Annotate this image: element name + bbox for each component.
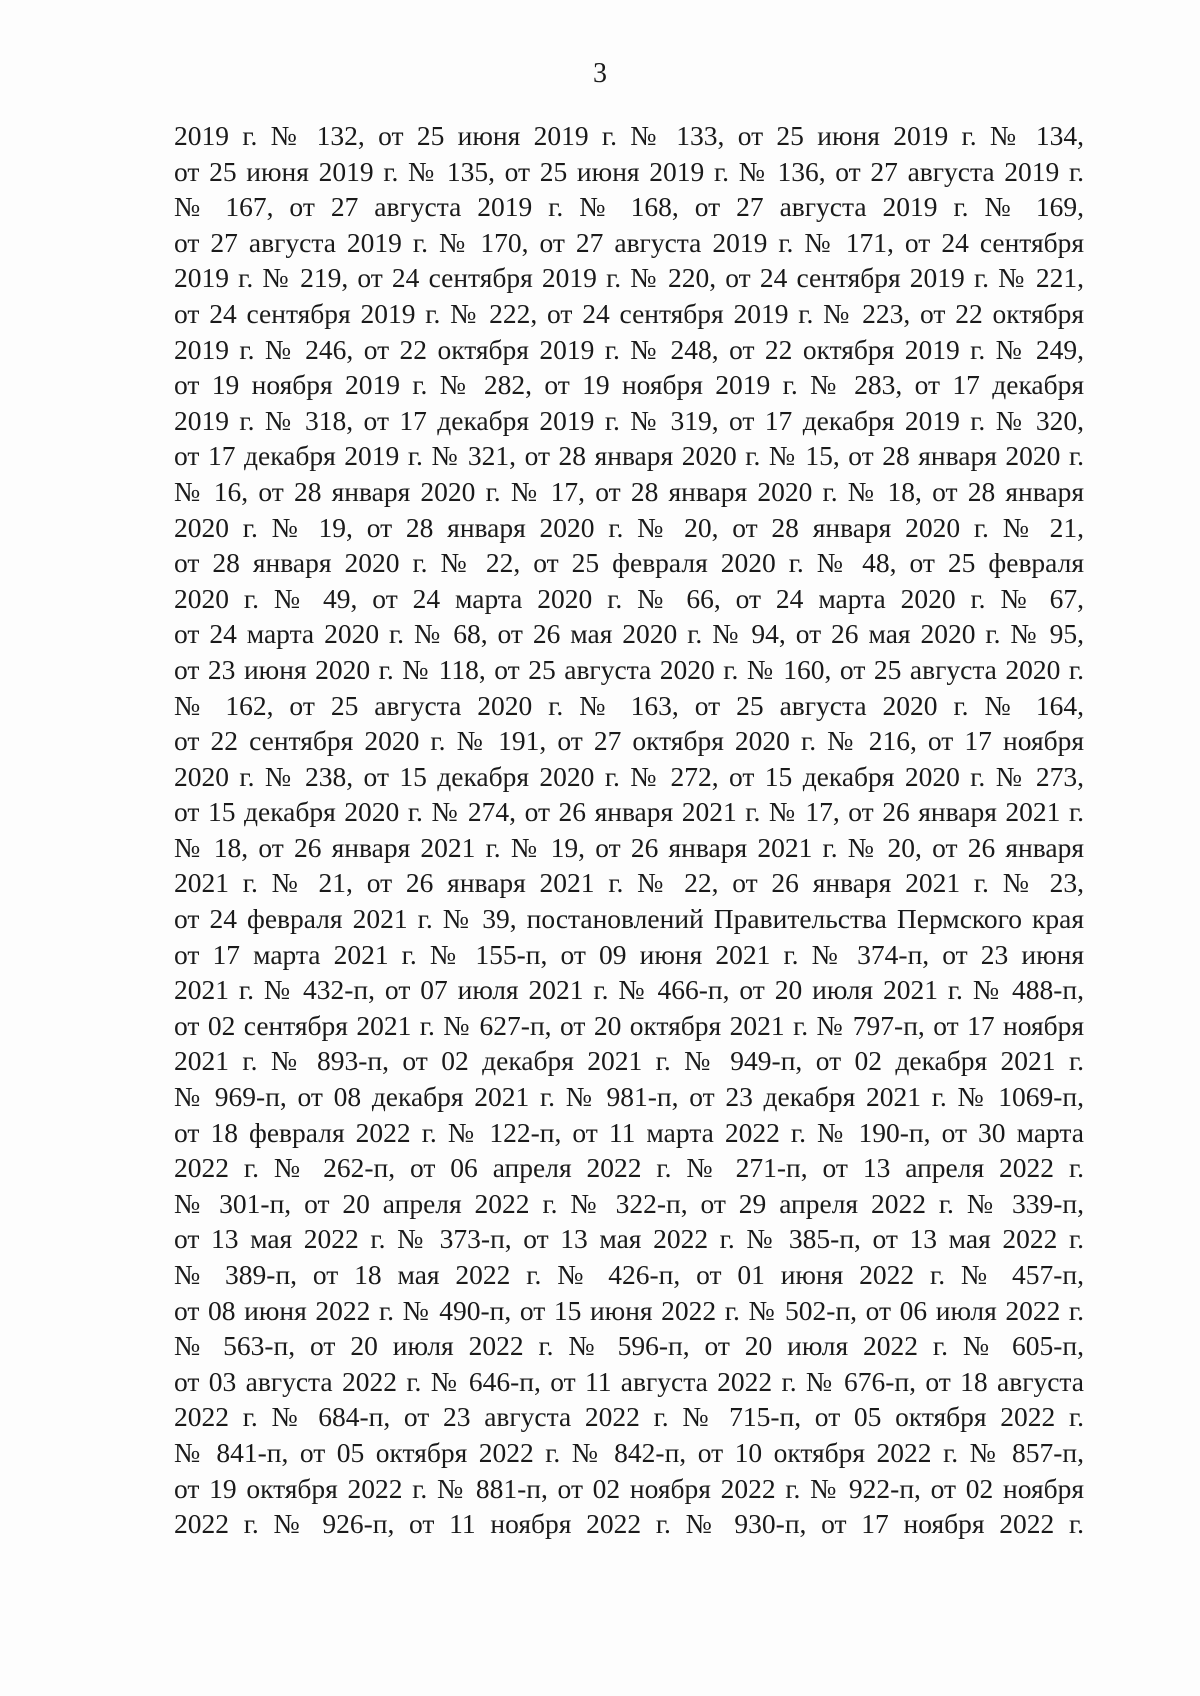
text-line: № 162, от 25 августа 2020 г. № 163, от 25 августа 2020 г. № 164,	[174, 689, 1084, 721]
text-line: 2022 г. № 926-п, от 11 ноября 2022 г. № 930-п, от 17 ноября 2022 г.	[174, 1508, 1084, 1540]
text-line: 2022 г. № 262-п, от 06 апреля 2022 г. № 271-п, от 13 апреля 2022 г.	[174, 1152, 1084, 1184]
text-line: от 22 сентября 2020 г. № 191, от 27 октября 2020 г. № 216, от 17 ноября	[174, 725, 1084, 757]
text-line: 2021 г. № 432-п, от 07 июля 2021 г. № 466-п, от 20 июля 2021 г. № 488-п,	[174, 974, 1084, 1006]
text-line: № 563-п, от 20 июля 2022 г. № 596-п, от 20 июля 2022 г. № 605-п,	[174, 1330, 1084, 1362]
text-line: от 27 августа 2019 г. № 170, от 27 августа 2019 г. № 171, от 24 сентября	[174, 226, 1084, 258]
text-line: от 24 сентября 2019 г. № 222, от 24 сентября 2019 г. № 223, от 22 октября	[174, 297, 1084, 329]
text-line: от 28 января 2020 г. № 22, от 25 февраля 2020 г. № 48, от 25 февраля	[174, 547, 1084, 579]
text-line: от 03 августа 2022 г. № 646-п, от 11 августа 2022 г. № 676-п, от 18 августа	[174, 1365, 1084, 1397]
text-line: от 19 октября 2022 г. № 881-п, от 02 ноября 2022 г. № 922-п, от 02 ноября	[174, 1472, 1084, 1504]
text-line: от 08 июня 2022 г. № 490-п, от 15 июня 2022 г. № 502-п, от 06 июля 2022 г.	[174, 1294, 1084, 1326]
document-body	[174, 118, 1084, 1542]
text-line: 2019 г. № 219, от 24 сентября 2019 г. № 220, от 24 сентября 2019 г. № 221,	[174, 262, 1084, 294]
text-line: 2019 г. № 132, от 25 июня 2019 г. № 133, от 25 июня 2019 г. № 134,	[174, 120, 1084, 151]
text-line: 2019 г. № 246, от 22 октября 2019 г. № 248, от 22 октября 2019 г. № 249,	[174, 333, 1084, 365]
text-line: № 167, от 27 августа 2019 г. № 168, от 27 августа 2019 г. № 169,	[174, 191, 1084, 223]
text-line: 2021 г. № 21, от 26 января 2021 г. № 22, от 26 января 2021 г. № 23,	[174, 867, 1084, 899]
text-line: № 389-п, от 18 мая 2022 г. № 426-п, от 01 июня 2022 г. № 457-п,	[174, 1259, 1084, 1290]
text-line: № 969-п, от 08 декабря 2021 г. № 981-п, от 23 декабря 2021 г. № 1069-п,	[174, 1081, 1084, 1113]
text-line: № 18, от 26 января 2021 г. № 19, от 26 января 2021 г. № 20, от 26 января	[174, 831, 1084, 863]
text-line: от 18 февраля 2022 г. № 122-п, от 11 марта 2022 г. № 190-п, от 30 марта	[174, 1116, 1084, 1148]
text-line: № 301-п, от 20 апреля 2022 г. № 322-п, от 29 апреля 2022 г. № 339-п,	[174, 1187, 1084, 1219]
text-line: 2020 г. № 238, от 15 декабря 2020 г. № 272, от 15 декабря 2020 г. № 273,	[174, 760, 1084, 792]
text-line: от 17 декабря 2019 г. № 321, от 28 января 2020 г. № 15, от 28 января 2020 г.	[174, 440, 1084, 472]
text-line: от 23 июня 2020 г. № 118, от 25 августа 2020 г. № 160, от 25 августа 2020 г.	[174, 653, 1084, 685]
text-line: 2022 г. № 684-п, от 23 августа 2022 г. № 715-п, от 05 октября 2022 г.	[174, 1401, 1084, 1433]
text-line: 2020 г. № 19, от 28 января 2020 г. № 20, от 28 января 2020 г. № 21,	[174, 511, 1084, 543]
text-line: от 25 июня 2019 г. № 135, от 25 июня 2019 г. № 136, от 27 августа 2019 г.	[174, 155, 1084, 187]
text-line: от 15 декабря 2020 г. № 274, от 26 января 2021 г. № 17, от 26 января 2021 г.	[174, 796, 1084, 828]
text-line: 2019 г. № 318, от 17 декабря 2019 г. № 319, от 17 декабря 2019 г. № 320,	[174, 404, 1084, 436]
text-line: № 16, от 28 января 2020 г. № 17, от 28 января 2020 г. № 18, от 28 января	[174, 475, 1084, 507]
text-line: 2021 г. № 893-п, от 02 декабря 2021 г. № 949-п, от 02 декабря 2021 г.	[174, 1045, 1084, 1077]
text-line: от 19 ноября 2019 г. № 282, от 19 ноября 2019 г. № 283, от 17 декабря	[174, 369, 1084, 401]
page-number: 3	[593, 58, 607, 89]
text-line: от 24 марта 2020 г. № 68, от 26 мая 2020 г. № 94, от 26 мая 2020 г. № 95,	[174, 618, 1084, 650]
text-line: от 02 сентября 2021 г. № 627-п, от 20 октября 2021 г. № 797-п, от 17 ноября	[174, 1009, 1084, 1041]
text-line: от 17 марта 2021 г. № 155-п, от 09 июня 2021 г. № 374-п, от 23 июня	[174, 938, 1084, 970]
text-line: 2020 г. № 49, от 24 марта 2020 г. № 66, от 24 марта 2020 г. № 67,	[174, 582, 1084, 614]
text-line: от 24 февраля 2021 г. № 39, постановлений Правительства Пермского края	[174, 903, 1084, 935]
text-line: от 13 мая 2022 г. № 373-п, от 13 мая 2022 г. № 385-п, от 13 мая 2022 г.	[174, 1223, 1084, 1255]
text-line: № 841-п, от 05 октября 2022 г. № 842-п, от 10 октября 2022 г. № 857-п,	[174, 1436, 1084, 1468]
